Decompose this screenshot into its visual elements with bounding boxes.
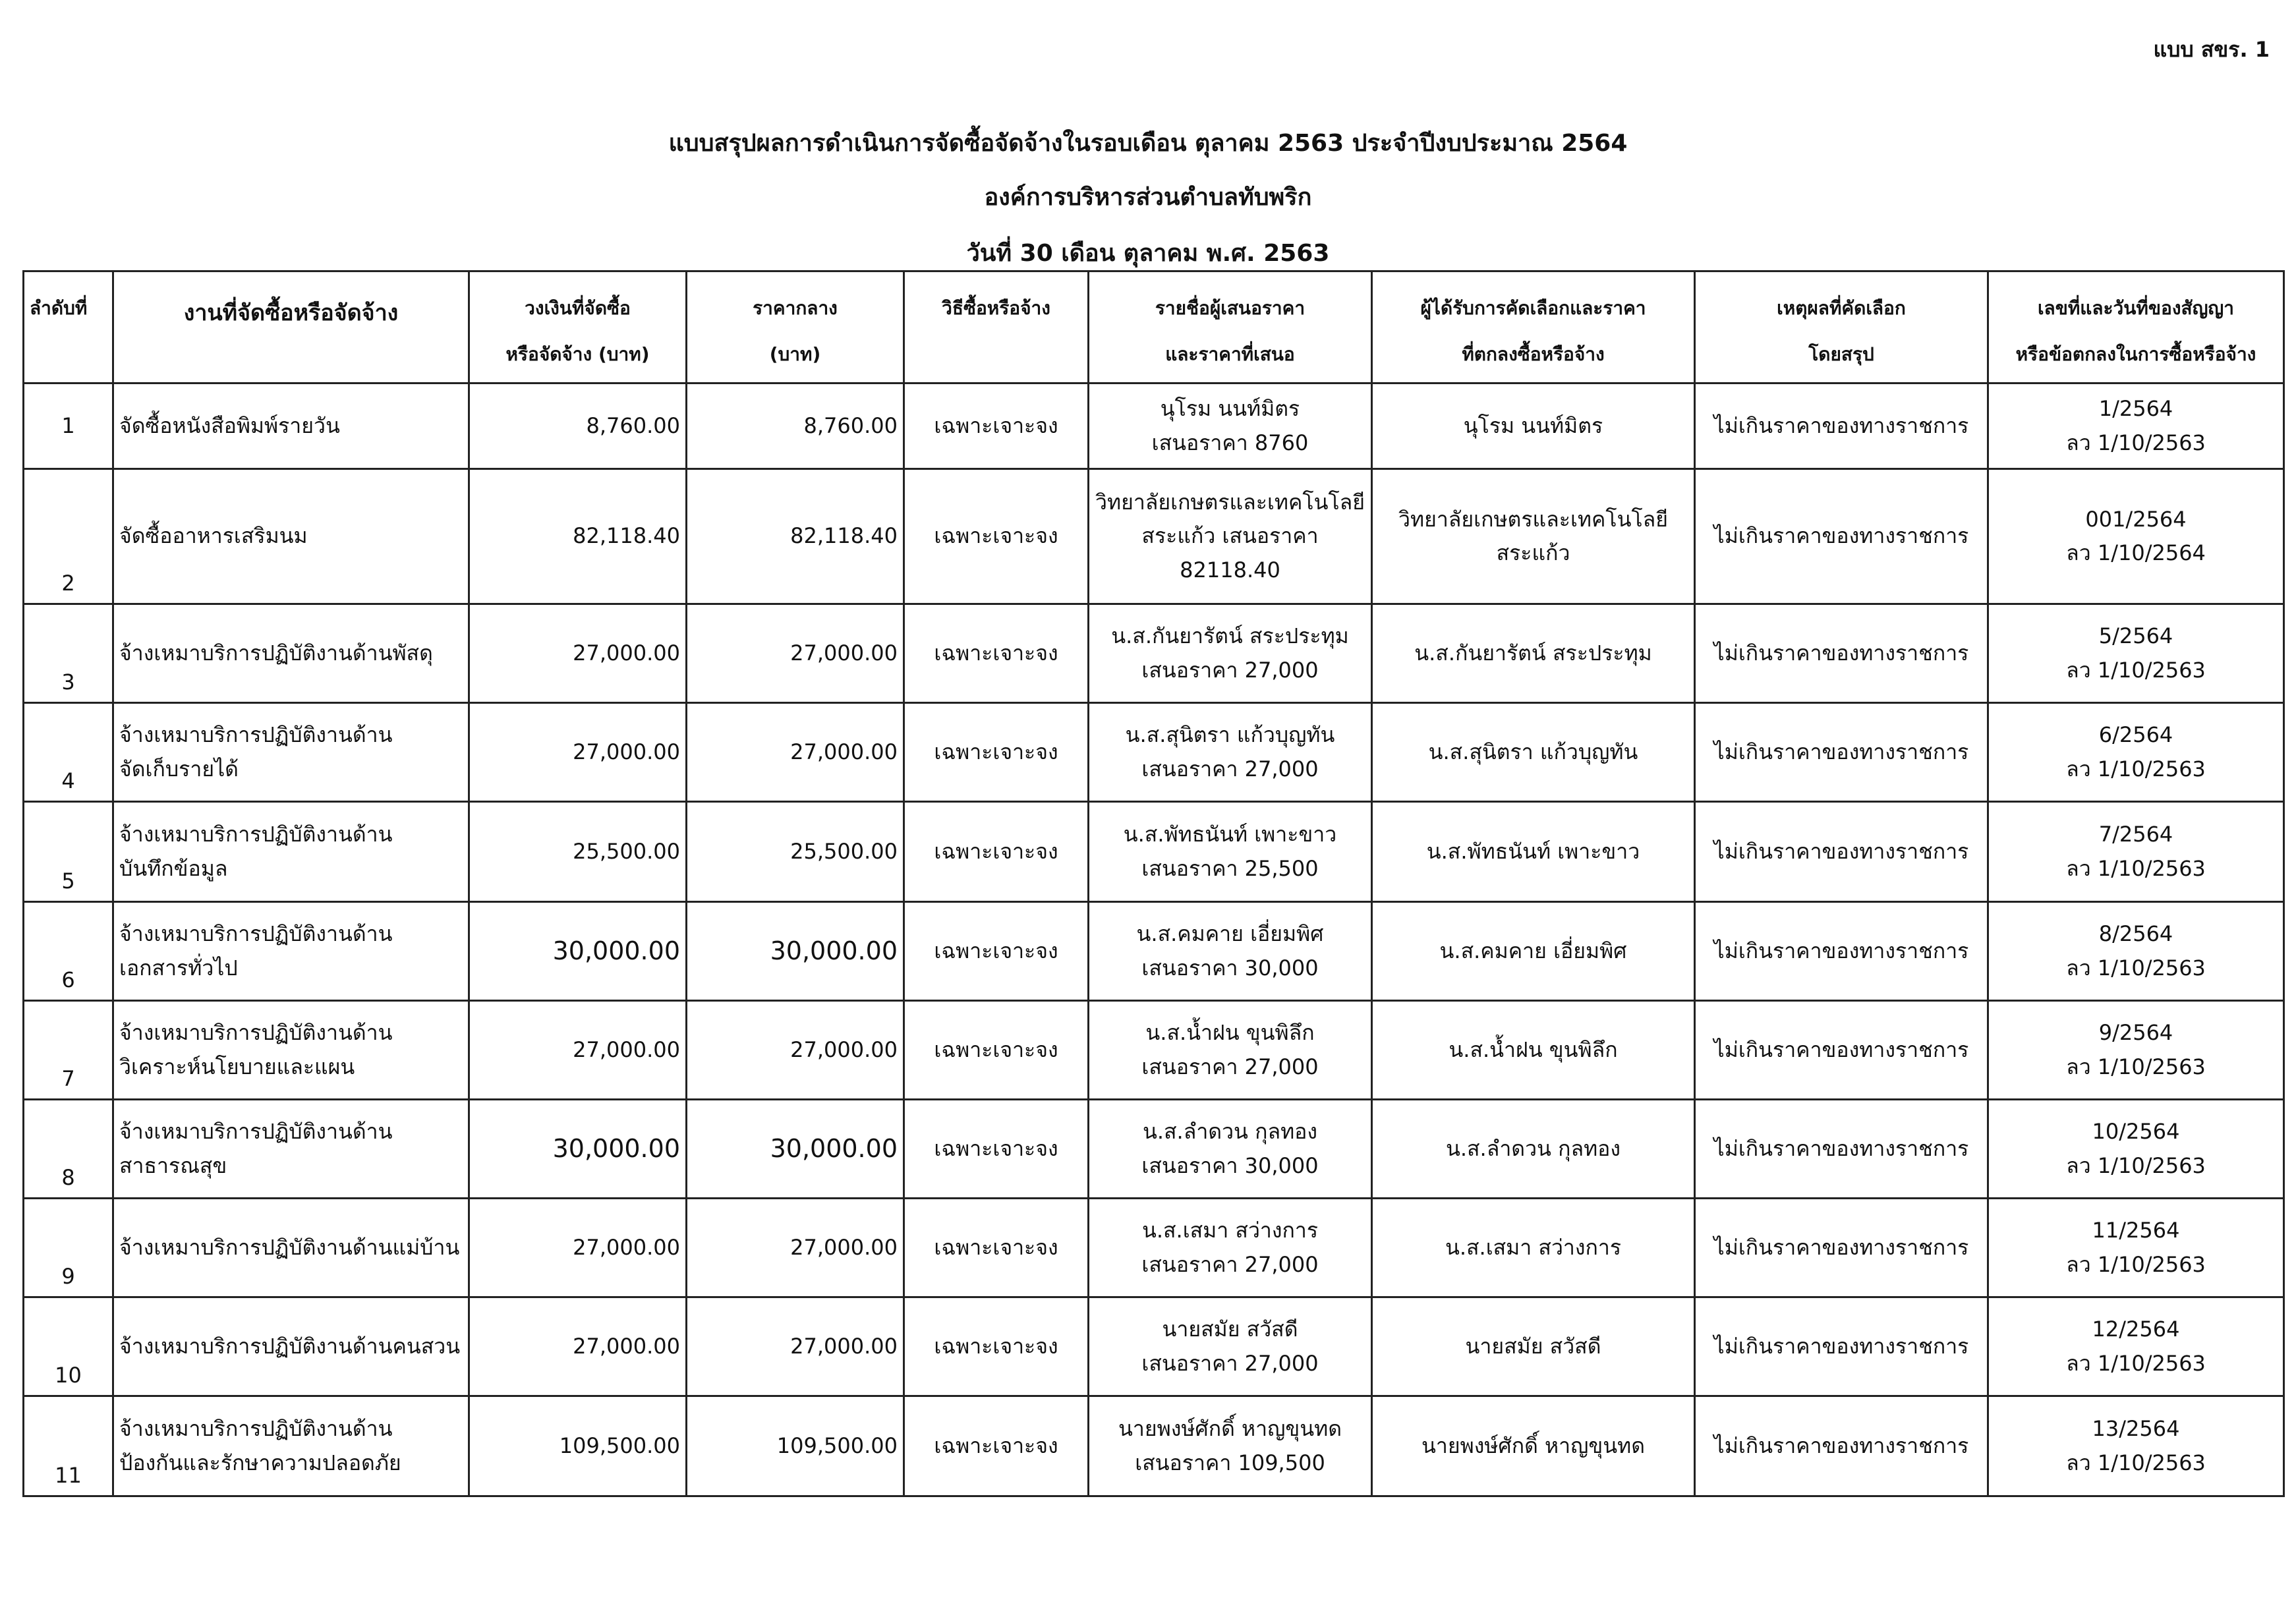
- header-row: [24, 271, 2284, 383]
- contract-number-date: 6/2564 ลว 1/10/2563: [1988, 703, 2284, 802]
- bidders-offer: น.ส.น้ำฝน ขุนพิลึก เสนอราคา 27,000: [1089, 1001, 1372, 1100]
- contract-number-date: 1/2564 ลว 1/10/2563: [1988, 383, 2284, 469]
- table-row: [24, 802, 2284, 902]
- budget-amount: 27,000.00: [469, 1199, 687, 1297]
- selection-reason: ไม่เกินราคาของทางราชการ: [1695, 604, 1988, 703]
- table-row: [24, 1199, 2284, 1297]
- header-task: งานที่จัดซื้อหรือจัดจ้าง: [113, 271, 469, 383]
- header-reason: เหตุผลที่คัดเลือก โดยสรุป: [1695, 271, 1988, 383]
- median-price: 27,000.00: [687, 604, 904, 703]
- table-row: [24, 1396, 2284, 1496]
- contract-number-date: 001/2564 ลว 1/10/2564: [1988, 469, 2284, 604]
- procurement-method: เฉพาะเจาะจง: [904, 383, 1089, 469]
- median-price: 25,500.00: [687, 802, 904, 902]
- contract-number-date: 5/2564 ลว 1/10/2563: [1988, 604, 2284, 703]
- procurement-method: เฉพาะเจาะจง: [904, 1199, 1089, 1297]
- table-row: [24, 1297, 2284, 1396]
- selection-reason: ไม่เกินราคาของทางราชการ: [1695, 1001, 1988, 1100]
- selection-reason: ไม่เกินราคาของทางราชการ: [1695, 383, 1988, 469]
- row-number: 6: [24, 902, 113, 1001]
- document-date: วันที่ 30 เดือน ตุลาคม พ.ศ. 2563: [966, 240, 1330, 267]
- header-budget: วงเงินที่จัดซื้อ หรือจัดจ้าง (บาท): [469, 271, 687, 383]
- selected-vendor: วิทยาลัยเกษตรและเทคโนโลยี สระแก้ว: [1372, 469, 1695, 604]
- procurement-method: เฉพาะเจาะจง: [904, 1100, 1089, 1199]
- row-number: 5: [24, 802, 113, 902]
- table-row: [24, 1100, 2284, 1199]
- task-name: จ้างเหมาบริการปฏิบัติงานด้าน ป้องกันและรักษาความปลอดภัย: [113, 1396, 469, 1496]
- selected-vendor: น.ส.น้ำฝน ขุนพิลึก: [1372, 1001, 1695, 1100]
- table-row: [24, 1001, 2284, 1100]
- budget-amount: 109,500.00: [469, 1396, 687, 1496]
- task-name: จัดซื้อหนังสือพิมพ์รายวัน: [113, 383, 469, 469]
- selected-vendor: นายสมัย สวัสดี: [1372, 1297, 1695, 1396]
- selection-reason: ไม่เกินราคาของทางราชการ: [1695, 703, 1988, 802]
- selection-reason: ไม่เกินราคาของทางราชการ: [1695, 469, 1988, 604]
- budget-amount: 27,000.00: [469, 1001, 687, 1100]
- procurement-method: เฉพาะเจาะจง: [904, 1297, 1089, 1396]
- bidders-offer: นายพงษ์ศักดิ์ หาญขุนทด เสนอราคา 109,500: [1089, 1396, 1372, 1496]
- header-winner: ผู้ได้รับการคัดเลือกและราคา ที่ตกลงซื้อหรือจ้าง: [1372, 271, 1695, 383]
- budget-amount: 82,118.40: [469, 469, 687, 604]
- median-price: 27,000.00: [687, 1199, 904, 1297]
- contract-number-date: 7/2564 ลว 1/10/2563: [1988, 802, 2284, 902]
- median-price: 27,000.00: [687, 1297, 904, 1396]
- selection-reason: ไม่เกินราคาของทางราชการ: [1695, 1100, 1988, 1199]
- selection-reason: ไม่เกินราคาของทางราชการ: [1695, 802, 1988, 902]
- selection-reason: ไม่เกินราคาของทางราชการ: [1695, 1297, 1988, 1396]
- bidders-offer: นุโรม นนท์มิตร เสนอราคา 8760: [1089, 383, 1372, 469]
- table-row: [24, 703, 2284, 802]
- procurement-method: เฉพาะเจาะจง: [904, 902, 1089, 1001]
- contract-number-date: 9/2564 ลว 1/10/2563: [1988, 1001, 2284, 1100]
- bidders-offer: น.ส.ลำดวน กุลทอง เสนอราคา 30,000: [1089, 1100, 1372, 1199]
- selected-vendor: น.ส.พัทธนันท์ เพาะขาว: [1372, 802, 1695, 902]
- bidders-offer: นายสมัย สวัสดี เสนอราคา 27,000: [1089, 1297, 1372, 1396]
- selected-vendor: น.ส.กันยารัตน์ สระประทุม: [1372, 604, 1695, 703]
- budget-amount: 27,000.00: [469, 1297, 687, 1396]
- table-row: [24, 604, 2284, 703]
- task-name: จ้างเหมาบริการปฏิบัติงานด้าน สาธารณสุข: [113, 1100, 469, 1199]
- task-name: จ้างเหมาบริการปฏิบัติงานด้าน วิเคราะห์นโยบายและแผน: [113, 1001, 469, 1100]
- bidders-offer: น.ส.กันยารัตน์ สระประทุม เสนอราคา 27,000: [1089, 604, 1372, 703]
- selected-vendor: น.ส.ลำดวน กุลทอง: [1372, 1100, 1695, 1199]
- selected-vendor: น.ส.คมคาย เอี่ยมพิศ: [1372, 902, 1695, 1001]
- contract-number-date: 8/2564 ลว 1/10/2563: [1988, 902, 2284, 1001]
- procurement-method: เฉพาะเจาะจง: [904, 703, 1089, 802]
- organization-name: องค์การบริหารส่วนตำบลทับพริก: [984, 184, 1312, 211]
- budget-amount: 8,760.00: [469, 383, 687, 469]
- bidders-offer: น.ส.เสมา สว่างการ เสนอราคา 27,000: [1089, 1199, 1372, 1297]
- bidders-offer: น.ส.พัทธนันท์ เพาะขาว เสนอราคา 25,500: [1089, 802, 1372, 902]
- median-price: 30,000.00: [687, 902, 904, 1001]
- task-name: จ้างเหมาบริการปฏิบัติงานด้าน จัดเก็บรายได้: [113, 703, 469, 802]
- bidders-offer: น.ส.คมคาย เอี่ยมพิศ เสนอราคา 30,000: [1089, 902, 1372, 1001]
- header-median-price: ราคากลาง (บาท): [687, 271, 904, 383]
- form-code: แบบ สขร. 1: [2153, 37, 2270, 62]
- selected-vendor: น.ส.สุนิตรา แก้วบุญทัน: [1372, 703, 1695, 802]
- median-price: 109,500.00: [687, 1396, 904, 1496]
- row-number: 9: [24, 1199, 113, 1297]
- selected-vendor: นายพงษ์ศักดิ์ หาญขุนทด: [1372, 1396, 1695, 1496]
- median-price: 27,000.00: [687, 1001, 904, 1100]
- median-price: 82,118.40: [687, 469, 904, 604]
- selected-vendor: น.ส.เสมา สว่างการ: [1372, 1199, 1695, 1297]
- row-number: 10: [24, 1297, 113, 1396]
- row-number: 2: [24, 469, 113, 604]
- header-bidders: รายชื่อผู้เสนอราคา และราคาที่เสนอ: [1089, 271, 1372, 383]
- row-number: 4: [24, 703, 113, 802]
- median-price: 8,760.00: [687, 383, 904, 469]
- budget-amount: 25,500.00: [469, 802, 687, 902]
- procurement-method: เฉพาะเจาะจง: [904, 1396, 1089, 1496]
- selected-vendor: นุโรม นนท์มิตร: [1372, 383, 1695, 469]
- table-row: [24, 902, 2284, 1001]
- budget-amount: 27,000.00: [469, 604, 687, 703]
- median-price: 30,000.00: [687, 1100, 904, 1199]
- row-number: 3: [24, 604, 113, 703]
- contract-number-date: 10/2564 ลว 1/10/2563: [1988, 1100, 2284, 1199]
- contract-number-date: 13/2564 ลว 1/10/2563: [1988, 1396, 2284, 1496]
- contract-number-date: 12/2564 ลว 1/10/2563: [1988, 1297, 2284, 1396]
- procurement-method: เฉพาะเจาะจง: [904, 469, 1089, 604]
- row-number: 8: [24, 1100, 113, 1199]
- table-row: [24, 383, 2284, 469]
- task-name: จ้างเหมาบริการปฏิบัติงานด้านพัสดุ: [113, 604, 469, 703]
- selection-reason: ไม่เกินราคาของทางราชการ: [1695, 1199, 1988, 1297]
- median-price: 27,000.00: [687, 703, 904, 802]
- task-name: จ้างเหมาบริการปฏิบัติงานด้าน บันทึกข้อมูล: [113, 802, 469, 902]
- procurement-method: เฉพาะเจาะจง: [904, 1001, 1089, 1100]
- document-title: แบบสรุปผลการดำเนินการจัดซื้อจัดจ้างในรอบเดือน ตุลาคม 2563 ประจำปีงบประมาณ 2564: [668, 130, 1628, 157]
- task-name: จ้างเหมาบริการปฏิบัติงานด้านแม่บ้าน: [113, 1199, 469, 1297]
- row-number: 11: [24, 1396, 113, 1496]
- task-name: จ้างเหมาบริการปฏิบัติงานด้าน เอกสารทั่วไป: [113, 902, 469, 1001]
- task-name: จัดซื้ออาหารเสริมนม: [113, 469, 469, 604]
- bidders-offer: น.ส.สุนิตรา แก้วบุญทัน เสนอราคา 27,000: [1089, 703, 1372, 802]
- header-no: ลำดับที่: [24, 271, 113, 383]
- header-contract: เลขที่และวันที่ของสัญญา หรือข้อตกลงในการซื้อหรือจ้าง: [1988, 271, 2284, 383]
- selection-reason: ไม่เกินราคาของทางราชการ: [1695, 902, 1988, 1001]
- row-number: 1: [24, 383, 113, 469]
- selection-reason: ไม่เกินราคาของทางราชการ: [1695, 1396, 1988, 1496]
- procurement-method: เฉพาะเจาะจง: [904, 604, 1089, 703]
- procurement-method: เฉพาะเจาะจง: [904, 802, 1089, 902]
- task-name: จ้างเหมาบริการปฏิบัติงานด้านคนสวน: [113, 1297, 469, 1396]
- contract-number-date: 11/2564 ลว 1/10/2563: [1988, 1199, 2284, 1297]
- budget-amount: 30,000.00: [469, 1100, 687, 1199]
- row-number: 7: [24, 1001, 113, 1100]
- bidders-offer: วิทยาลัยเกษตรและเทคโนโลยี สระแก้ว เสนอราคา 82118.40: [1089, 469, 1372, 604]
- procurement-table: [22, 270, 2285, 1497]
- header-method: วิธีซื้อหรือจ้าง: [904, 271, 1089, 383]
- budget-amount: 27,000.00: [469, 703, 687, 802]
- budget-amount: 30,000.00: [469, 902, 687, 1001]
- table-row: [24, 469, 2284, 604]
